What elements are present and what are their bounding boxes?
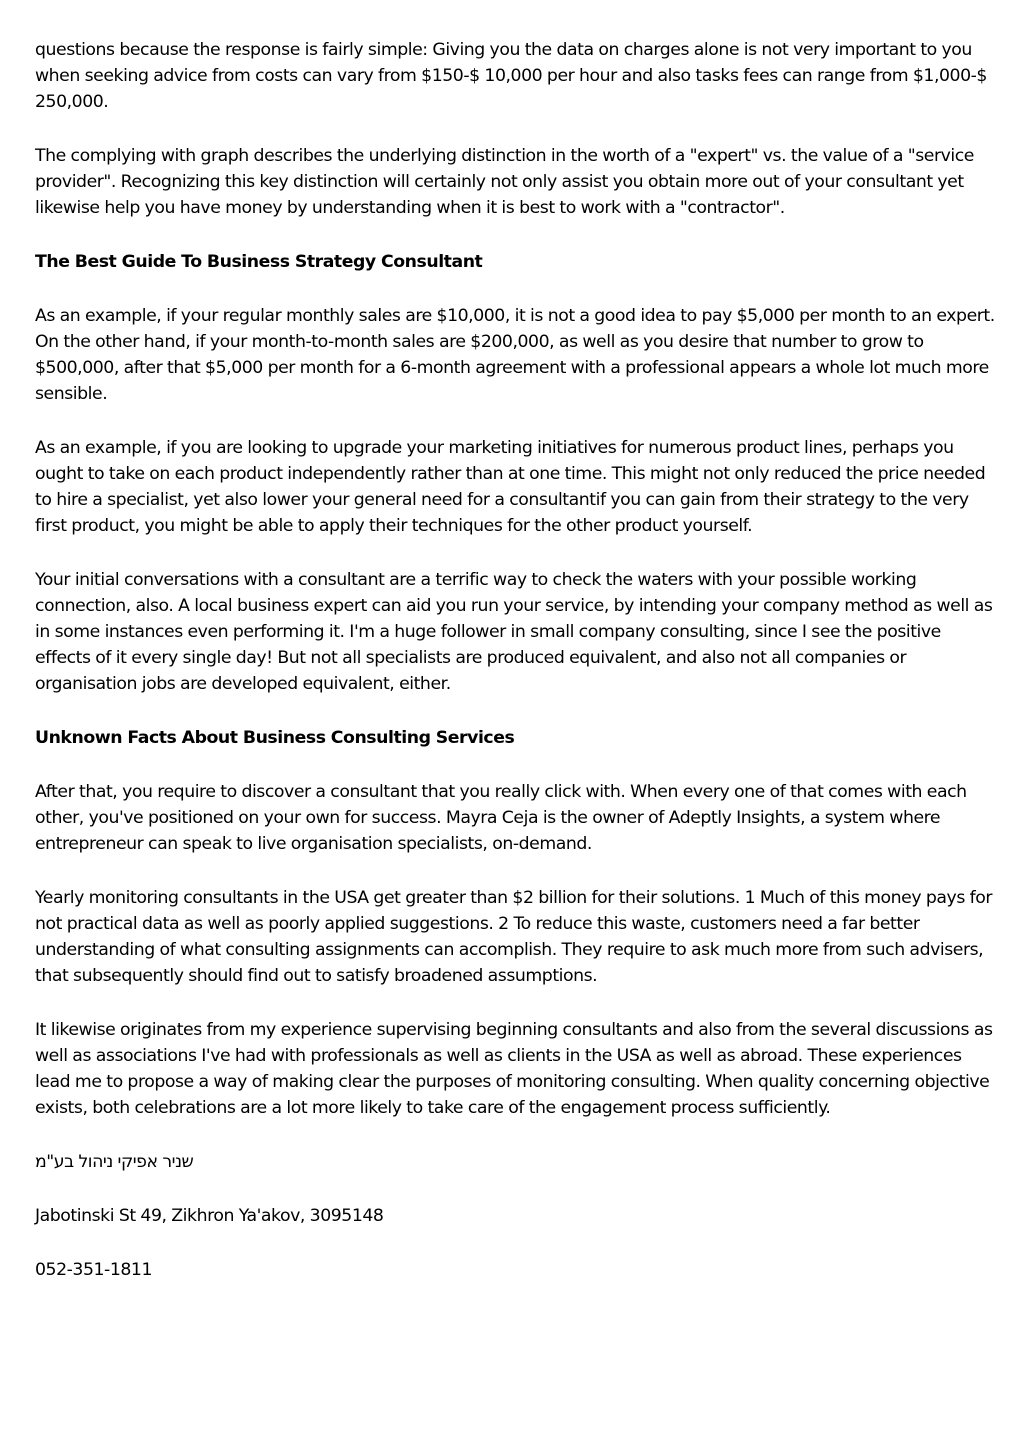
company-phone: 052-351-1811 bbox=[35, 1260, 153, 1280]
heading-unknown-facts: Unknown Facts About Business Consulting Services bbox=[35, 728, 515, 748]
paragraph-monthly-sales-example: As an example, if your regular monthly sales are $10,000, it is not a good idea to pay $5,000 per month to an expert. On the other hand, if your month-to-month sales are $200,000, as well as you desire that number to grow to $500,000, after that $5,000 per month for a 6-month agreement with a professional appears a whole lot much more sensible. bbox=[35, 306, 995, 404]
paragraph-experience-supervising: It likewise originates from my experience supervising beginning consultants and also from the several discussions as well as associations I've had with professionals as well as clients in the USA as well as abroad. These experiences lead me to propose a way of making clear the purposes of monitoring consulting. When quality concerning objective exists, both celebrations are a lot more likely to take care of the engagement process sufficiently. bbox=[35, 1020, 993, 1118]
heading-best-guide: The Best Guide To Business Strategy Consultant bbox=[35, 252, 483, 272]
document-page bbox=[35, 37, 995, 1311]
paragraph-product-lines-example: As an example, if you are looking to upgrade your marketing initiatives for numerous product lines, perhaps you ought to take on each product independently rather than at one time. This might not only reduced the price needed to hire a specialist, yet also lower your general need for a consultantif you can gain from their strategy to the very first product, you might be able to apply their techniques for the other product yourself. bbox=[35, 438, 986, 536]
paragraph-click-with-consultant: After that, you require to discover a consultant that you really click with. When every one of that comes with each other, you've positioned on your own for success. Mayra Ceja is the owner of Adeptly Insights, a system where entrepreneur can speak to live organisation specialists, on-demand. bbox=[35, 782, 967, 854]
paragraph-expert-vs-provider: The complying with graph describes the underlying distinction in the worth of a "expert" vs. the value of a "service provider". Recognizing this key distinction will certainly not only assist you obtain more out of your consultant yet likewise help you have money by understanding when it is best to work with a "contractor". bbox=[35, 146, 974, 218]
company-address: Jabotinski St 49, Zikhron Ya'akov, 3095148 bbox=[35, 1206, 384, 1226]
paragraph-yearly-consultants: Yearly monitoring consultants in the USA get greater than $2 billion for their solutions. 1 Much of this money pays for not practical data as well as poorly applied suggestions. 2 To reduce this waste, customers need a far better understanding of what consulting assignments can accomplish. They require to ask much more from such advisers, that subsequently should find out to satisfy broadened assumptions. bbox=[35, 888, 993, 986]
paragraph-initial-conversations: Your initial conversations with a consultant are a terrific way to check the waters with your possible working connection, also. A local business expert can aid you run your service, by intending your company method as well as in some instances even performing it. I'm a huge follower in small company consulting, since I see the positive effects of it every single day! But not all specialists are produced equivalent, and also not all companies or organisation jobs are developed equivalent, either. bbox=[35, 570, 993, 694]
paragraph-consulting-fees: questions because the response is fairly simple: Giving you the data on charges alone is not very important to you when seeking advice from costs can vary from $150-$ 10,000 per hour and also tasks fees can range from $1,000-$ 250,000. bbox=[35, 40, 987, 112]
company-name: שניר אפיקי ניהול בע"מ bbox=[35, 1152, 194, 1172]
